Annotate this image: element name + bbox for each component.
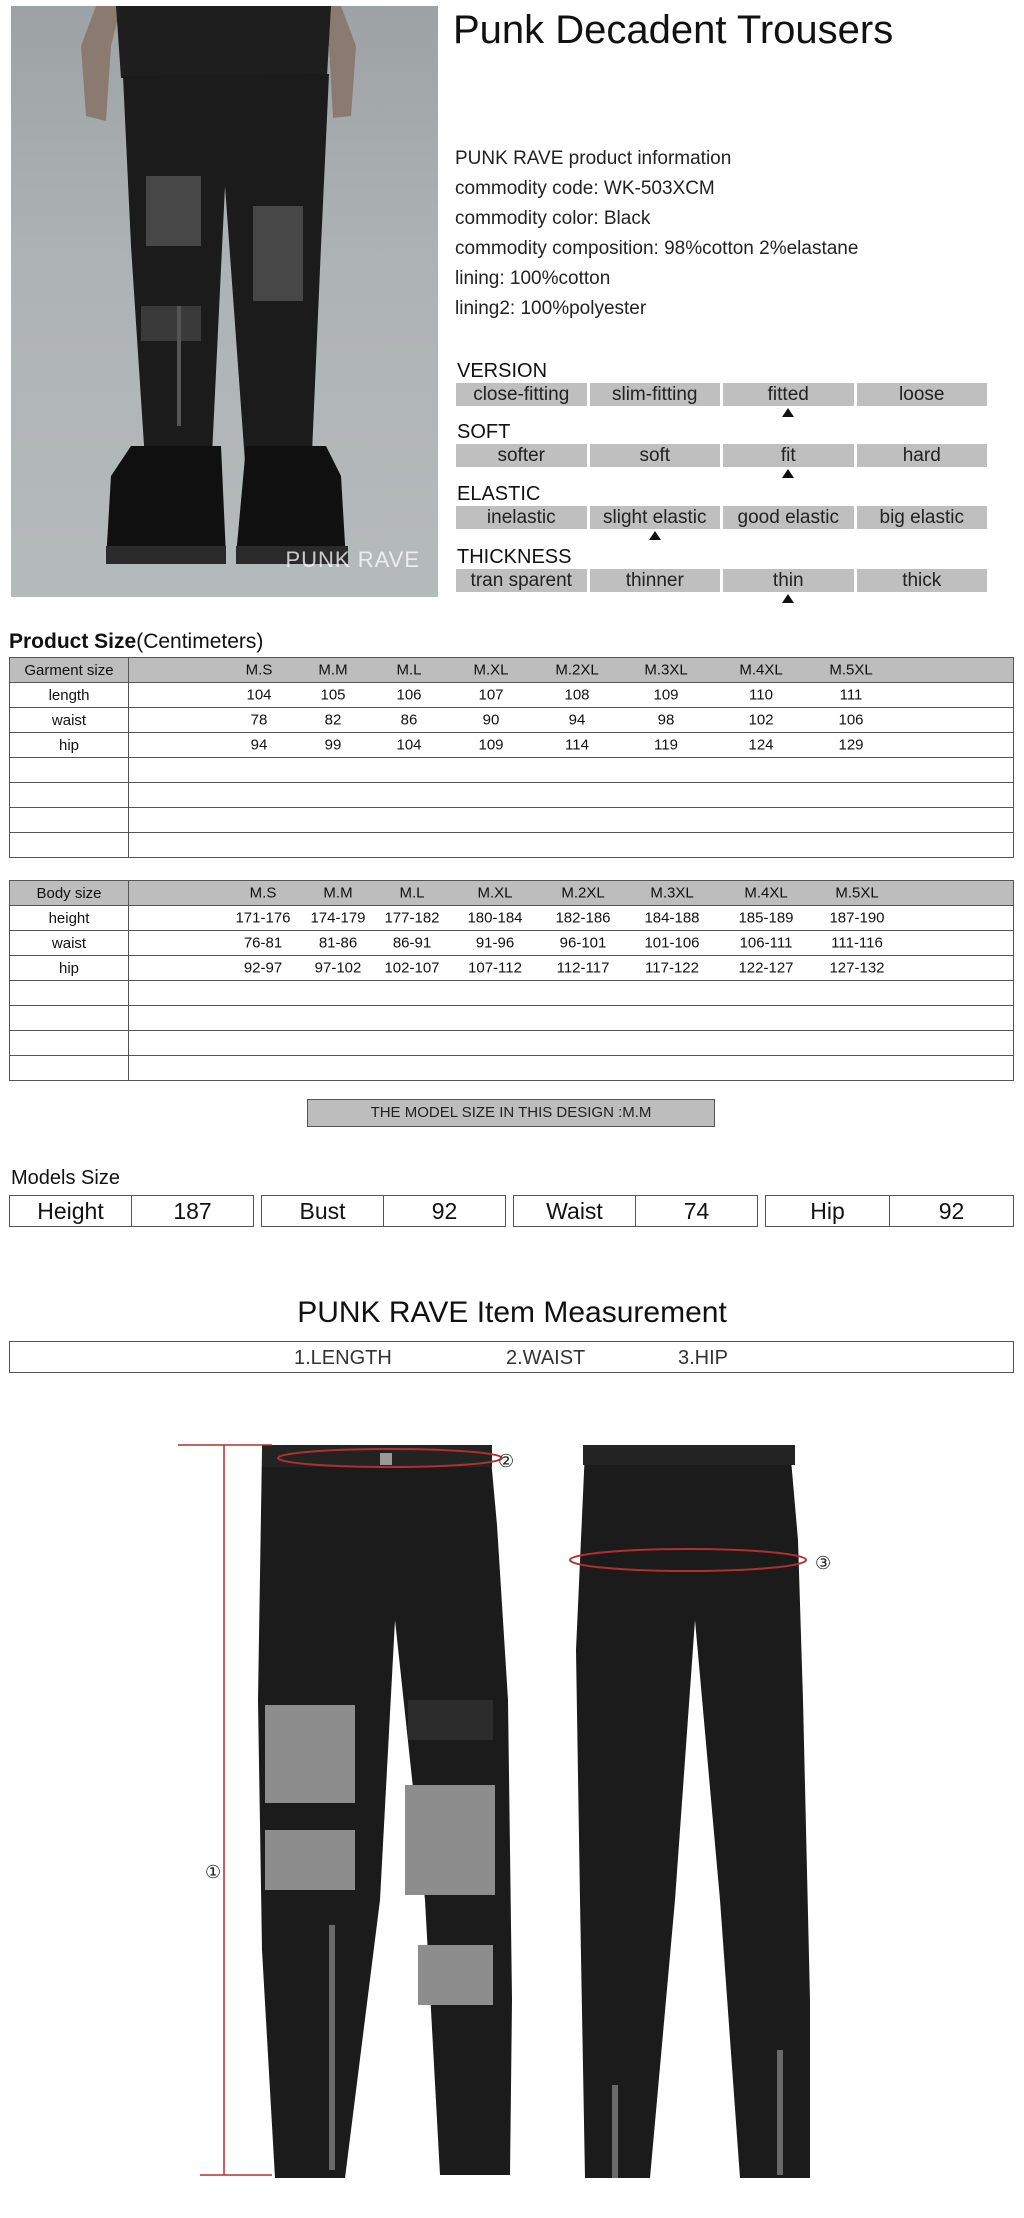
table-cell: 127-132 [829, 959, 885, 977]
model-hip-label: Hip [810, 1198, 845, 1224]
model-waist-value: 74 [635, 1196, 757, 1226]
model-bust-label: Bust [299, 1198, 346, 1224]
attr-option: inelastic [456, 506, 587, 529]
table-cell: M.S [249, 884, 277, 902]
models-size-title: Models Size [11, 1167, 120, 1189]
table-cell: 102 [748, 711, 774, 729]
model-hip-value: 92 [889, 1196, 1013, 1226]
table-row [10, 931, 1014, 956]
model-height-box [9, 1195, 254, 1227]
model-waist-label: Waist [546, 1198, 603, 1224]
table-cell: 106-111 [739, 934, 793, 952]
table-row [10, 981, 1014, 1006]
attr-option: fit [723, 444, 854, 467]
photo-watermark: PUNK RAVE [285, 547, 420, 572]
row-values [129, 956, 1014, 981]
table-cell: 90 [482, 711, 500, 729]
row-values [129, 1006, 1014, 1031]
row-label [10, 758, 129, 783]
table-cell: 129 [838, 736, 864, 754]
row-label [10, 981, 129, 1006]
table-cell: 185-189 [738, 909, 794, 927]
table-cell: 184-188 [644, 909, 700, 927]
table-header-row [10, 881, 1014, 906]
attr-option: thin [723, 569, 854, 592]
row-label [10, 1006, 129, 1031]
model-bust-value: 92 [383, 1196, 505, 1226]
row-label: hip [10, 733, 129, 758]
table-cell: M.3XL [644, 661, 688, 679]
callout-3: ③ [815, 1553, 832, 1574]
table-cell: 108 [564, 686, 590, 704]
table-cell: 105 [320, 686, 346, 704]
table-cell: M.L [396, 661, 422, 679]
table-cell: M.4XL [744, 884, 788, 902]
info-brand-line: PUNK RAVE product information [455, 148, 732, 169]
attr-scale-elastic [456, 506, 987, 529]
table-cell: 124 [748, 736, 774, 754]
measurement-title: PUNK RAVE Item Measurement [297, 1296, 727, 1329]
attr-option: thinner [590, 569, 721, 592]
table-cell: 86 [400, 711, 418, 729]
table-cell: 92-97 [243, 959, 283, 977]
measurement-hip: 3.HIP [678, 1347, 729, 1369]
table-cell: 182-186 [555, 909, 611, 927]
table-cell: 107 [478, 686, 504, 704]
table-cell: M.5XL [829, 661, 873, 679]
attr-title-elastic: ELASTIC [457, 483, 541, 505]
row-values [129, 906, 1014, 931]
table-cell: 114 [565, 736, 589, 754]
selected-marker-icon [782, 469, 794, 478]
table-row [10, 1006, 1014, 1031]
attr-option: softer [456, 444, 587, 467]
row-label [10, 1031, 129, 1056]
attr-title-version: VERSION [457, 360, 548, 382]
info-composition: commodity composition: 98%cotton 2%elastane [455, 238, 859, 259]
product-title: Punk Decadent Trousers [453, 8, 894, 52]
attr-scale-soft [456, 444, 987, 467]
table-row [10, 708, 1014, 733]
table-cell: 174-179 [310, 909, 366, 927]
row-values [129, 758, 1014, 783]
attr-scale-thickness [456, 569, 987, 592]
table-row [10, 683, 1014, 708]
trouser-measurement-diagram [0, 1380, 1024, 2218]
model-height-label: Height [37, 1198, 104, 1224]
table-cell: M.M [318, 661, 348, 679]
table-cell: 94 [568, 711, 586, 729]
table-cell: 82 [324, 711, 342, 729]
table-header-row [10, 658, 1014, 683]
info-commodity-color: commodity color: Black [455, 208, 651, 229]
table-cell: M.5XL [835, 884, 879, 902]
model-size-note: THE MODEL SIZE IN THIS DESIGN :M.M [307, 1099, 715, 1127]
table-cell: M.2XL [555, 661, 599, 679]
table-cell: 109 [653, 686, 679, 704]
attr-option: slim-fitting [590, 383, 721, 406]
table-cell: M.XL [473, 661, 509, 679]
row-values [129, 931, 1014, 956]
measurement-waist: 2.WAIST [506, 1347, 586, 1369]
garment-size-table [9, 657, 1014, 858]
row-values [129, 833, 1014, 858]
attr-option: hard [857, 444, 988, 467]
table-cell: 177-182 [384, 909, 440, 927]
measurement-length: 1.LENGTH [294, 1347, 392, 1369]
info-lining: lining: 100%cotton [455, 268, 611, 289]
row-label: length [10, 683, 129, 708]
table-cell: M.3XL [650, 884, 694, 902]
product-info [455, 144, 858, 324]
table-cell: 99 [324, 736, 342, 754]
table-cell: 171-176 [235, 909, 291, 927]
table-cell: 104 [396, 736, 422, 754]
model-waist-box [513, 1195, 758, 1227]
row-values [129, 1031, 1014, 1056]
table-cell: 111-116 [831, 934, 883, 952]
attr-option: loose [857, 383, 988, 406]
table-cell: 109 [478, 736, 504, 754]
attr-option: thick [857, 569, 988, 592]
callout-1: ① [205, 1862, 222, 1883]
attr-option: good elastic [723, 506, 854, 529]
row-label: Garment size [10, 658, 129, 683]
table-cell: 78 [250, 711, 268, 729]
row-values [129, 708, 1014, 733]
info-commodity-code: commodity code: WK-503XCM [455, 178, 715, 199]
row-values [129, 683, 1014, 708]
table-cell: 101-106 [644, 934, 700, 952]
row-label: Body size [10, 881, 129, 906]
table-cell: 107-112 [468, 959, 522, 977]
table-cell: 106 [396, 686, 422, 704]
table-cell: 112-117 [556, 959, 610, 977]
attr-option: tran sparent [456, 569, 587, 592]
table-cell: 98 [657, 711, 675, 729]
row-label: waist [10, 708, 129, 733]
front-trousers-illustration [258, 1445, 515, 2178]
table-row [10, 733, 1014, 758]
row-values [129, 733, 1014, 758]
attr-title-soft: SOFT [457, 421, 511, 443]
row-values [129, 808, 1014, 833]
attr-option: big elastic [857, 506, 988, 529]
row-label [10, 783, 129, 808]
table-cell: 91-96 [475, 934, 515, 952]
product-size-title: Product Size(Centimeters) [9, 630, 264, 653]
table-cell: M.XL [477, 884, 513, 902]
row-label [10, 833, 129, 858]
row-label [10, 1056, 129, 1081]
table-row [10, 1031, 1014, 1056]
attr-scale-version [456, 383, 987, 406]
table-cell: 180-184 [467, 909, 523, 927]
table-row [10, 783, 1014, 808]
row-values [129, 981, 1014, 1006]
table-cell: 106 [838, 711, 864, 729]
table-cell: 94 [250, 736, 268, 754]
row-label: height [10, 906, 129, 931]
model-wearing-trousers-image [11, 6, 438, 597]
selected-marker-icon [649, 531, 661, 540]
table-row [10, 758, 1014, 783]
attr-option: fitted [723, 383, 854, 406]
table-cell: M.S [245, 661, 273, 679]
attr-option: slight elastic [590, 506, 721, 529]
product-photo [11, 6, 438, 597]
table-cell: 97-102 [314, 959, 362, 977]
body-size-table [9, 880, 1014, 1081]
table-cell: 76-81 [243, 934, 283, 952]
model-height-value: 187 [131, 1196, 253, 1226]
info-lining2: lining2: 100%polyester [455, 298, 647, 319]
row-values [129, 658, 1014, 683]
table-row [10, 808, 1014, 833]
table-cell: 187-190 [829, 909, 885, 927]
table-cell: 81-86 [318, 934, 358, 952]
table-cell: 96-101 [559, 934, 607, 952]
row-values [129, 1056, 1014, 1081]
table-cell: 104 [246, 686, 272, 704]
table-cell: 111 [839, 686, 863, 704]
selected-marker-icon [782, 594, 794, 603]
table-cell: M.M [323, 884, 353, 902]
row-values [129, 783, 1014, 808]
row-label [10, 808, 129, 833]
table-row [10, 906, 1014, 931]
attr-option: close-fitting [456, 383, 587, 406]
table-cell: 86-91 [392, 934, 432, 952]
table-cell: 122-127 [738, 959, 794, 977]
row-values [129, 881, 1014, 906]
table-row [10, 956, 1014, 981]
table-cell: 102-107 [384, 959, 440, 977]
table-row [10, 833, 1014, 858]
callout-2: ② [498, 1451, 515, 1472]
row-label: waist [10, 931, 129, 956]
table-cell: 117-122 [645, 959, 699, 977]
back-trousers-illustration [576, 1445, 810, 2178]
measurement-legend [9, 1341, 1014, 1373]
table-cell: M.L [399, 884, 425, 902]
model-hip-box [765, 1195, 1014, 1227]
attr-title-thickness: THICKNESS [457, 546, 572, 568]
model-bust-box [261, 1195, 506, 1227]
table-cell: 110 [749, 686, 773, 704]
table-cell: M.2XL [561, 884, 605, 902]
selected-marker-icon [782, 408, 794, 417]
table-cell: M.4XL [739, 661, 783, 679]
table-row [10, 1056, 1014, 1081]
attr-option: soft [590, 444, 721, 467]
row-label: hip [10, 956, 129, 981]
table-cell: 119 [654, 736, 678, 754]
